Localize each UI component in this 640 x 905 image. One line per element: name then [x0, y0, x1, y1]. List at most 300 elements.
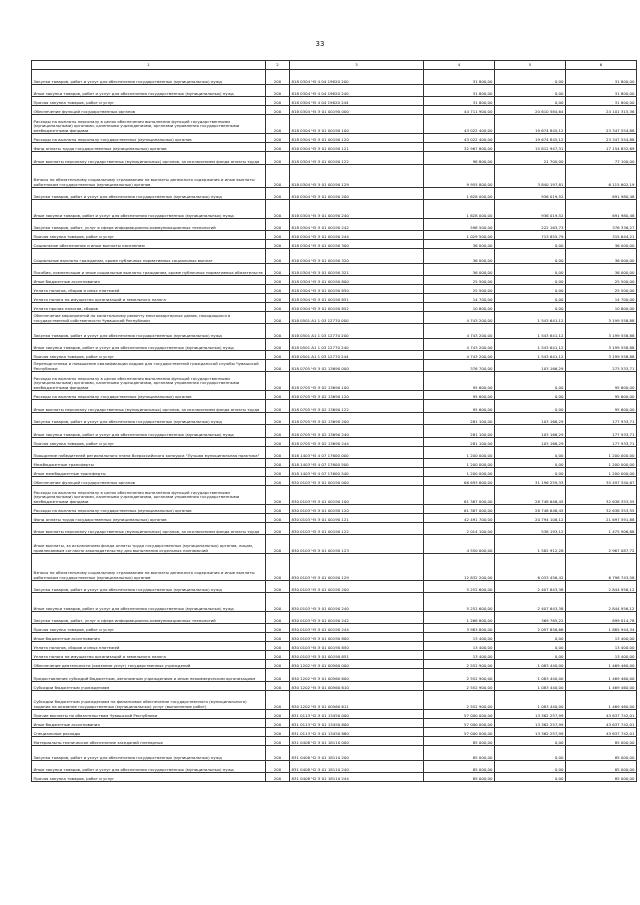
- cell-line-code: 200: [266, 165, 290, 188]
- cell-budget-classification: 818 0501 А1 1 03 12770 200: [290, 324, 424, 339]
- cell-indicator-name: Уплата налогов, сборов и иных платежей: [32, 285, 266, 294]
- cell-budget-classification: 818 1403 Ч5 4 07 17600 500: [290, 459, 424, 468]
- cell-indicator-name: Межбюджетные трансферты: [32, 459, 266, 468]
- cell-approved-amount: 42 491 700,00: [424, 514, 495, 523]
- cell-executed-amount: 1 543 641,12: [495, 351, 566, 360]
- cell-unexecuted-amount: 273 533,71: [566, 360, 637, 372]
- cell-indicator-name: Субсидии бюджетным учреждениям: [32, 682, 266, 691]
- cell-executed-amount: 0,00: [495, 391, 566, 400]
- cell-unexecuted-amount: 1 200 000,00: [566, 459, 637, 468]
- cell-line-code: 200: [266, 682, 290, 691]
- cell-budget-classification: 831 0408 Ч2 Э 01 18110 200: [290, 746, 424, 761]
- table-row: [32, 746, 637, 761]
- table-row: [32, 143, 637, 152]
- cell-budget-classification: 818 0304 Ч5 4 04 19620 244: [290, 97, 424, 106]
- cell-unexecuted-amount: 85 000,00: [566, 773, 637, 782]
- cell-unexecuted-amount: 43 637 742,01: [566, 719, 637, 728]
- cell-budget-classification: 831 0113 Ч2 Э 01 13450 880: [290, 728, 424, 737]
- cell-executed-amount: 1 083 440,00: [495, 669, 566, 682]
- table-row: [32, 312, 637, 324]
- cell-indicator-name: Закупка товаров, работ и услуг для обеспечения государственных (муниципальных) нужд: [32, 70, 266, 85]
- cell-budget-classification: 818 0304 Ч5 4 04 19620 200: [290, 70, 424, 85]
- cell-unexecuted-amount: 23 347 554,88: [566, 115, 637, 134]
- cell-indicator-name: Прочая закупка товаров, работ и услуг: [32, 97, 266, 106]
- table-row: [32, 400, 637, 413]
- cell-executed-amount: 103 166,29: [495, 360, 566, 372]
- cell-line-code: 200: [266, 535, 290, 554]
- cell-indicator-name: Обеспечение мероприятий по капитальному ремонту многоквартирных домов, находящихся в государственной собственности Чувашской Республики: [32, 312, 266, 324]
- cell-unexecuted-amount: 177 933,71: [566, 425, 637, 438]
- cell-approved-amount: 57 000 000,00: [424, 728, 495, 737]
- table-row: [32, 303, 637, 312]
- cell-approved-amount: 1 200 000,00: [424, 447, 495, 459]
- cell-line-code: 200: [266, 188, 290, 200]
- cell-budget-classification: 818 0304 Ч5 Э 01 00190 850: [290, 285, 424, 294]
- cell-budget-classification: 830 0103 Ч5 Э 01 00190 121: [290, 514, 424, 523]
- cell-unexecuted-amount: 6 798 743,58: [566, 554, 637, 581]
- cell-line-code: 200: [266, 240, 290, 249]
- cell-approved-amount: 57 000 000,00: [424, 710, 495, 719]
- cell-indicator-name: Пособия, компенсации и иные социальные выплаты гражданам, кроме публичных нормативных обязательств: [32, 264, 266, 276]
- cell-budget-classification: 830 0103 Ч5 Э 01 00190 000: [290, 477, 424, 486]
- cell-approved-amount: 13 400,00: [424, 642, 495, 651]
- cell-executed-amount: 3 840 197,81: [495, 165, 566, 188]
- cell-unexecuted-amount: 1 200 000,00: [566, 447, 637, 459]
- cell-approved-amount: 281 100,00: [424, 425, 495, 438]
- cell-budget-classification: 818 0304 Ч5 Э 01 00190 200: [290, 188, 424, 200]
- cell-budget-classification: 830 1202 Ч5 Э 01 00560 600: [290, 669, 424, 682]
- cell-line-code: 200: [266, 152, 290, 165]
- table-row: [32, 535, 637, 554]
- cell-executed-amount: 1 083 440,00: [495, 660, 566, 669]
- cell-unexecuted-amount: 177 933,71: [566, 438, 637, 447]
- cell-line-code: 200: [266, 324, 290, 339]
- table-row: [32, 660, 637, 669]
- table-row: [32, 554, 637, 581]
- cell-line-code: 200: [266, 134, 290, 143]
- cell-indicator-name: Обеспечение деятельности (оказание услуг) государственных учреждений: [32, 660, 266, 669]
- cell-executed-amount: 713 855,79: [495, 231, 566, 240]
- table-row: [32, 593, 637, 612]
- cell-budget-classification: 818 0705 Ч5 Э 02 13690 122: [290, 400, 424, 413]
- cell-unexecuted-amount: 77 100,00: [566, 152, 637, 165]
- cell-budget-classification: 818 0501 А1 1 03 12770 000: [290, 312, 424, 324]
- cell-executed-amount: 1 582 912,28: [495, 535, 566, 554]
- cell-executed-amount: 1 543 641,12: [495, 324, 566, 339]
- table-row: [32, 339, 637, 351]
- cell-budget-classification: 830 0103 Ч5 Э 01 00190 850: [290, 642, 424, 651]
- table-header-row: [32, 61, 637, 70]
- cell-indicator-name: Социальные выплаты гражданам, кроме публичных нормативных социальных выплат: [32, 249, 266, 264]
- cell-line-code: 200: [266, 514, 290, 523]
- cell-unexecuted-amount: 95 600,00: [566, 391, 637, 400]
- table-row: [32, 728, 637, 737]
- cell-approved-amount: 1 268 800,00: [424, 612, 495, 624]
- cell-approved-amount: 1 200 000,00: [424, 459, 495, 468]
- cell-indicator-name: Иные закупки товаров, работ и услуг для обеспечения государственных (муниципальных) нужд: [32, 761, 266, 773]
- table-row: [32, 391, 637, 400]
- cell-indicator-name: Материально-техническое обеспечение заседаний пленарных: [32, 737, 266, 746]
- cell-approved-amount: 44 711 900,00: [424, 106, 495, 115]
- cell-budget-classification: 830 0103 Ч5 Э 01 00190 240: [290, 593, 424, 612]
- table-row: [32, 85, 637, 97]
- table-row: [32, 351, 637, 360]
- header-col-3: 3: [290, 61, 424, 70]
- cell-line-code: 200: [266, 669, 290, 682]
- cell-unexecuted-amount: 2 844 956,12: [566, 593, 637, 612]
- table-row: [32, 581, 637, 593]
- cell-executed-amount: 0,00: [495, 285, 566, 294]
- table-row: [32, 682, 637, 691]
- cell-indicator-name: Уплата прочих налогов, сборов: [32, 303, 266, 312]
- cell-unexecuted-amount: 1 475 906,88: [566, 523, 637, 535]
- cell-line-code: 200: [266, 633, 290, 642]
- cell-indicator-name: Иные бюджетные ассигнования: [32, 633, 266, 642]
- cell-unexecuted-amount: 24 101 315,36: [566, 106, 637, 115]
- cell-approved-amount: 57 000 000,00: [424, 719, 495, 728]
- cell-budget-classification: 818 0304 Ч5 Э 01 00190 244: [290, 231, 424, 240]
- cell-executed-amount: 6 033 456,42: [495, 554, 566, 581]
- cell-approved-amount: 5 252 600,00: [424, 581, 495, 593]
- table-row: [32, 372, 637, 391]
- cell-indicator-name: Расходы на выплаты персоналу государственных (муниципальных) органов: [32, 391, 266, 400]
- cell-executed-amount: 31 196 259,33: [495, 477, 566, 486]
- table-row: [32, 773, 637, 782]
- cell-budget-classification: 831 0408 Ч2 Э 01 18110 240: [290, 761, 424, 773]
- cell-budget-classification: 830 0103 Ч5 Э 01 00190 851: [290, 651, 424, 660]
- cell-executed-amount: 0,00: [495, 651, 566, 660]
- cell-budget-classification: 831 0113 Ч2 Э 01 13450 000: [290, 710, 424, 719]
- cell-indicator-name: Прочая закупка товаров, работ и услуг: [32, 351, 266, 360]
- cell-line-code: 200: [266, 728, 290, 737]
- cell-indicator-name: Иные выплаты персоналу государственных (муниципальных) органов, за исключением фонда оплаты труда: [32, 523, 266, 535]
- cell-indicator-name: Фонд оплаты труда государственных (муниципальных) органов: [32, 514, 266, 523]
- cell-budget-classification: 818 0705 Ч5 Э 02 13690 000: [290, 360, 424, 372]
- cell-unexecuted-amount: 25 500,00: [566, 276, 637, 285]
- cell-line-code: 200: [266, 447, 290, 459]
- cell-executed-amount: 13 362 257,99: [495, 710, 566, 719]
- cell-approved-amount: 36 000,00: [424, 249, 495, 264]
- cell-budget-classification: 818 0304 Ч5 Э 01 00190 129: [290, 165, 424, 188]
- table-row: [32, 134, 637, 143]
- cell-unexecuted-amount: 32 638 353,55: [566, 505, 637, 514]
- cell-executed-amount: 1 083 440,00: [495, 691, 566, 710]
- cell-line-code: 200: [266, 746, 290, 761]
- cell-unexecuted-amount: 85 000,00: [566, 761, 637, 773]
- table-row: [32, 523, 637, 535]
- cell-budget-classification: 818 0304 Ч5 Э 01 00190 320: [290, 249, 424, 264]
- cell-line-code: 200: [266, 486, 290, 505]
- cell-indicator-name: Иные закупки товаров, работ и услуг для обеспечения государственных (муниципальных) нужд: [32, 85, 266, 97]
- cell-indicator-name: Иные закупки товаров, работ и услуг для обеспечения государственных (муниципальных) нужд: [32, 200, 266, 219]
- cell-executed-amount: 0,00: [495, 459, 566, 468]
- table-row: [32, 505, 637, 514]
- cell-indicator-name: Уплата налога на имущество организаций и земельного налога: [32, 651, 266, 660]
- table-row: [32, 231, 637, 240]
- cell-unexecuted-amount: 85 000,00: [566, 746, 637, 761]
- cell-executed-amount: 0,00: [495, 85, 566, 97]
- cell-indicator-name: Уплата налогов, сборов и иных платежей: [32, 642, 266, 651]
- cell-indicator-name: Взносы по обязательному социальному страхованию на выплаты денежного содержания и иные выплаты работникам государственных (муниципальных) органов: [32, 554, 266, 581]
- header-col-4: 4: [424, 61, 495, 70]
- cell-unexecuted-amount: 31 800,00: [566, 85, 637, 97]
- cell-budget-classification: 818 1403 Ч5 4 07 17600 000: [290, 447, 424, 459]
- cell-line-code: 200: [266, 642, 290, 651]
- cell-executed-amount: 0,00: [495, 276, 566, 285]
- header-col-1: 1: [32, 61, 266, 70]
- cell-approved-amount: 36 000,00: [424, 264, 495, 276]
- cell-line-code: 200: [266, 391, 290, 400]
- cell-executed-amount: 1 083 440,00: [495, 682, 566, 691]
- cell-approved-amount: 13 400,00: [424, 651, 495, 660]
- cell-line-code: 200: [266, 294, 290, 303]
- cell-budget-classification: 818 0304 Ч5 Э 01 00190 300: [290, 240, 424, 249]
- cell-budget-classification: 818 0304 Ч5 Э 01 00190 240: [290, 200, 424, 219]
- cell-unexecuted-amount: 95 600,00: [566, 400, 637, 413]
- cell-budget-classification: 830 0103 Ч5 Э 01 00190 129: [290, 554, 424, 581]
- cell-executed-amount: 103 166,29: [495, 425, 566, 438]
- cell-unexecuted-amount: 376 336,27: [566, 219, 637, 231]
- cell-line-code: 200: [266, 523, 290, 535]
- table-row: [32, 737, 637, 746]
- cell-executed-amount: 369 785,22: [495, 612, 566, 624]
- table-row: [32, 188, 637, 200]
- cell-budget-classification: 818 0304 Ч5 Э 01 00190 321: [290, 264, 424, 276]
- cell-executed-amount: 0,00: [495, 746, 566, 761]
- cell-budget-classification: 818 0705 Ч5 Э 02 13690 200: [290, 413, 424, 425]
- cell-indicator-name: Обеспечение функций государственных органов: [32, 106, 266, 115]
- cell-indicator-name: Иные межбюджетные трансферты: [32, 468, 266, 477]
- cell-budget-classification: 818 1403 Ч5 4 07 17600 540: [290, 468, 424, 477]
- cell-unexecuted-amount: 21 697 591,88: [566, 514, 637, 523]
- cell-indicator-name: Расходы на выплаты персоналу в целях обеспечения выполнения функций государственными (муниципальными) органами, казенными учреждениями, органами управления государственными внебюджетными фондами: [32, 486, 266, 505]
- cell-executed-amount: 0,00: [495, 761, 566, 773]
- cell-unexecuted-amount: 17 154 852,69: [566, 143, 637, 152]
- cell-executed-amount: 103 166,29: [495, 413, 566, 425]
- cell-approved-amount: 66 693 600,00: [424, 477, 495, 486]
- cell-executed-amount: 0,00: [495, 633, 566, 642]
- cell-approved-amount: 25 500,00: [424, 285, 495, 294]
- table-row: [32, 219, 637, 231]
- cell-executed-amount: 103 166,29: [495, 438, 566, 447]
- cell-line-code: 200: [266, 97, 290, 106]
- cell-indicator-name: Иные выплаты персоналу государственных (муниципальных) органов, за исключением фонда оплаты труда: [32, 400, 266, 413]
- cell-approved-amount: 85 000,00: [424, 773, 495, 782]
- cell-indicator-name: Закупка товаров, работ, услуг в сфере информационно-коммуникационных технологий: [32, 612, 266, 624]
- cell-unexecuted-amount: 36 000,00: [566, 249, 637, 264]
- table-row: [32, 200, 637, 219]
- cell-approved-amount: 376 700,00: [424, 360, 495, 372]
- cell-budget-classification: 818 0304 Ч5 Э 01 00190 121: [290, 143, 424, 152]
- cell-unexecuted-amount: 85 000,00: [566, 737, 637, 746]
- cell-approved-amount: 61 387 000,00: [424, 486, 495, 505]
- cell-indicator-name: Предоставление субсидий бюджетным, автономным учреждениям и иным некоммерческим организациям: [32, 669, 266, 682]
- cell-indicator-name: Взносы по обязательному социальному страхованию на выплаты денежного содержания и иные выплаты работникам государственных (муниципальных) органов: [32, 165, 266, 188]
- table-row: [32, 438, 637, 447]
- cell-indicator-name: Закупка товаров, работ и услуг для обеспечения государственных (муниципальных) нужд: [32, 581, 266, 593]
- cell-approved-amount: 31 800,00: [424, 85, 495, 97]
- cell-unexecuted-amount: 23 347 554,88: [566, 134, 637, 143]
- cell-approved-amount: 281 100,00: [424, 438, 495, 447]
- cell-indicator-name: Прочая закупка товаров, работ и услуг: [32, 773, 266, 782]
- cell-unexecuted-amount: 35 497 340,67: [566, 477, 637, 486]
- cell-unexecuted-amount: 315 644,21: [566, 231, 637, 240]
- cell-budget-classification: 818 0304 Ч5 Э 01 00190 000: [290, 106, 424, 115]
- cell-approved-amount: 31 800,00: [424, 97, 495, 106]
- cell-executed-amount: 0,00: [495, 97, 566, 106]
- cell-indicator-name: Прочие выплаты по обязательствам Чувашской Республики: [32, 710, 266, 719]
- cell-line-code: 200: [266, 312, 290, 324]
- table-row: [32, 106, 637, 115]
- table-row: [32, 468, 637, 477]
- header-col-2: 2: [266, 61, 290, 70]
- cell-approved-amount: 25 500,00: [424, 276, 495, 285]
- cell-line-code: 200: [266, 554, 290, 581]
- cell-budget-classification: 818 0705 Ч5 Э 02 13690 240: [290, 425, 424, 438]
- cell-indicator-name: Поощрение победителей регионального этапа Всероссийского конкурса "Лучшая муниципальная практика": [32, 447, 266, 459]
- cell-unexecuted-amount: 1 469 460,00: [566, 669, 637, 682]
- cell-executed-amount: 19 674 845,12: [495, 115, 566, 134]
- cell-unexecuted-amount: 177 933,71: [566, 413, 637, 425]
- table-row: [32, 761, 637, 773]
- cell-budget-classification: 830 0103 Ч5 Э 01 00190 800: [290, 633, 424, 642]
- cell-line-code: 200: [266, 143, 290, 152]
- cell-budget-classification: 818 0705 Ч5 Э 02 13690 244: [290, 438, 424, 447]
- cell-unexecuted-amount: 36 000,00: [566, 264, 637, 276]
- cell-budget-classification: 818 0501 А1 1 03 12770 244: [290, 351, 424, 360]
- cell-approved-amount: 2 552 900,00: [424, 669, 495, 682]
- cell-line-code: 200: [266, 719, 290, 728]
- cell-approved-amount: 85 000,00: [424, 737, 495, 746]
- cell-approved-amount: 3 983 800,00: [424, 624, 495, 633]
- cell-approved-amount: 4 550 000,00: [424, 535, 495, 554]
- cell-executed-amount: 0,00: [495, 642, 566, 651]
- cell-approved-amount: 4 743 200,00: [424, 312, 495, 324]
- cell-line-code: 200: [266, 70, 290, 85]
- cell-executed-amount: 13 362 257,99: [495, 719, 566, 728]
- cell-executed-amount: 222 163,73: [495, 219, 566, 231]
- cell-approved-amount: 12 832 200,00: [424, 554, 495, 581]
- cell-indicator-name: Расходы на выплаты персоналу в целях обеспечения выполнения функций государственными (муниципальными) органами, казенными учреждениями, органами управления государственными внебюджетными фондами: [32, 115, 266, 134]
- cell-approved-amount: 1 628 000,00: [424, 200, 495, 219]
- cell-approved-amount: 4 743 200,00: [424, 324, 495, 339]
- cell-indicator-name: Иные закупки товаров, работ и услуг для обеспечения государственных (муниципальных) нужд: [32, 339, 266, 351]
- cell-budget-classification: 818 0304 Ч5 Э 01 00190 100: [290, 115, 424, 134]
- cell-executed-amount: 0,00: [495, 240, 566, 249]
- cell-line-code: 200: [266, 477, 290, 486]
- cell-line-code: 200: [266, 468, 290, 477]
- cell-executed-amount: 0,00: [495, 737, 566, 746]
- cell-indicator-name: Иные закупки товаров, работ и услуг для обеспечения государственных (муниципальных) нужд: [32, 593, 266, 612]
- cell-line-code: 200: [266, 219, 290, 231]
- cell-executed-amount: 2 097 856,66: [495, 624, 566, 633]
- cell-budget-classification: 818 0304 Ч5 Э 01 00190 120: [290, 134, 424, 143]
- cell-unexecuted-amount: 1 469 460,00: [566, 682, 637, 691]
- cell-budget-classification: 830 0103 Ч5 Э 01 00190 120: [290, 505, 424, 514]
- cell-budget-classification: 818 0304 Ч5 Э 01 00190 852: [290, 303, 424, 312]
- cell-executed-amount: 20 610 584,64: [495, 106, 566, 115]
- cell-line-code: 200: [266, 285, 290, 294]
- cell-indicator-name: Иные закупки товаров, работ и услуг для обеспечения государственных (муниципальных) нужд: [32, 425, 266, 438]
- cell-budget-classification: 818 0501 А1 1 03 12770 240: [290, 339, 424, 351]
- table-row: [32, 691, 637, 710]
- cell-executed-amount: 0,00: [495, 447, 566, 459]
- cell-executed-amount: 1 543 641,12: [495, 339, 566, 351]
- cell-line-code: 200: [266, 651, 290, 660]
- table-row: [32, 624, 637, 633]
- cell-indicator-name: Социальное обеспечение и иные выплаты населению: [32, 240, 266, 249]
- cell-line-code: 200: [266, 505, 290, 514]
- cell-line-code: 200: [266, 339, 290, 351]
- cell-approved-amount: 9 955 800,00: [424, 165, 495, 188]
- table-row: [32, 719, 637, 728]
- cell-indicator-name: Расходы на выплаты персоналу государственных (муниципальных) органов: [32, 134, 266, 143]
- cell-line-code: 200: [266, 710, 290, 719]
- cell-unexecuted-amount: 31 800,00: [566, 70, 637, 85]
- cell-approved-amount: 43 022 400,00: [424, 115, 495, 134]
- cell-unexecuted-amount: 1 469 460,00: [566, 660, 637, 669]
- cell-executed-amount: 0,00: [495, 468, 566, 477]
- cell-unexecuted-amount: 25 500,00: [566, 285, 637, 294]
- cell-unexecuted-amount: 32 638 353,55: [566, 486, 637, 505]
- cell-unexecuted-amount: 3 199 558,88: [566, 339, 637, 351]
- cell-indicator-name: Прочая закупка товаров, работ и услуг: [32, 624, 266, 633]
- table-row: [32, 514, 637, 523]
- table-row: [32, 70, 637, 85]
- cell-line-code: 200: [266, 581, 290, 593]
- cell-budget-classification: 830 1202 Ч5 Э 01 00560 610: [290, 682, 424, 691]
- cell-executed-amount: 19 674 845,12: [495, 134, 566, 143]
- cell-line-code: 200: [266, 773, 290, 782]
- cell-unexecuted-amount: 43 637 742,01: [566, 710, 637, 719]
- cell-executed-amount: 21 700,00: [495, 152, 566, 165]
- cell-unexecuted-amount: 36 000,00: [566, 240, 637, 249]
- cell-unexecuted-amount: 1 200 000,00: [566, 468, 637, 477]
- table-row: [32, 669, 637, 682]
- cell-approved-amount: 95 600,00: [424, 391, 495, 400]
- cell-line-code: 200: [266, 761, 290, 773]
- table-row: [32, 710, 637, 719]
- cell-executed-amount: 0,00: [495, 70, 566, 85]
- table-row: [32, 240, 637, 249]
- cell-indicator-name: Расходы на выплаты персоналу государственных (муниципальных) органов: [32, 505, 266, 514]
- table-row: [32, 294, 637, 303]
- table-row: [32, 285, 637, 294]
- cell-approved-amount: 1 628 000,00: [424, 188, 495, 200]
- cell-approved-amount: 1 029 500,00: [424, 231, 495, 240]
- cell-unexecuted-amount: 691 980,48: [566, 200, 637, 219]
- cell-indicator-name: Специальные расходы: [32, 728, 266, 737]
- cell-approved-amount: 598 500,00: [424, 219, 495, 231]
- cell-executed-amount: 28 748 646,45: [495, 505, 566, 514]
- cell-budget-classification: 830 0103 Ч5 Э 01 00190 122: [290, 523, 424, 535]
- cell-unexecuted-amount: 43 637 742,01: [566, 728, 637, 737]
- cell-line-code: 200: [266, 360, 290, 372]
- cell-executed-amount: 0,00: [495, 249, 566, 264]
- cell-line-code: 200: [266, 276, 290, 285]
- table-row: [32, 264, 637, 276]
- cell-budget-classification: 818 0304 Ч5 Э 01 00190 800: [290, 276, 424, 285]
- cell-line-code: 200: [266, 593, 290, 612]
- cell-budget-classification: 830 0103 Ч5 Э 01 00190 242: [290, 612, 424, 624]
- cell-indicator-name: Иные выплаты, за исключением фонда оплаты труда государственных (муниципальных) органов, лицам, привлекаемым согласно законодательству для выполнения отдельных полномочий: [32, 535, 266, 554]
- cell-budget-classification: 818 0304 Ч5 4 04 19620 240: [290, 85, 424, 97]
- table-row: [32, 633, 637, 642]
- cell-executed-amount: 13 362 257,99: [495, 728, 566, 737]
- cell-approved-amount: 31 800,00: [424, 70, 495, 85]
- cell-unexecuted-amount: 95 600,00: [566, 372, 637, 391]
- cell-approved-amount: 85 000,00: [424, 761, 495, 773]
